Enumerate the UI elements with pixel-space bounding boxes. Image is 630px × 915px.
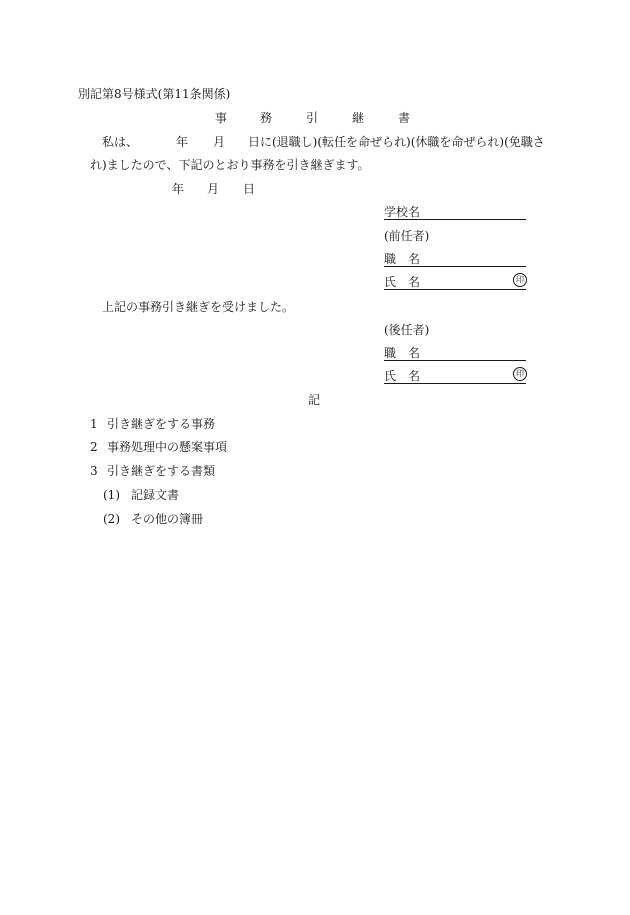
acceptance-text: 上記の事務引き継ぎを受けました。 bbox=[102, 300, 295, 314]
list-item-number: 3 bbox=[90, 464, 98, 478]
form-id: 別記第8号様式(第11条関係) bbox=[78, 87, 231, 101]
body-intro: 私は、 bbox=[102, 135, 139, 149]
body-line-2: れ)ましたので、下記のとおり事務を引き継ぎます。 bbox=[90, 158, 370, 172]
list-item-number: 2 bbox=[90, 440, 98, 454]
list-item: 引き継ぎをする事務 bbox=[107, 417, 216, 431]
title-char: 事 bbox=[215, 111, 228, 125]
name-label: 氏 名 bbox=[384, 275, 421, 289]
body-year: 年 bbox=[176, 135, 189, 149]
successor-name-field[interactable] bbox=[384, 369, 526, 384]
document-title bbox=[0, 111, 630, 125]
name-label: 氏 名 bbox=[384, 369, 421, 383]
body-day-reason: 日に(退職し)(転任を命ぜられ)(休職を命ぜられ)(免職さ bbox=[248, 135, 545, 149]
seal-icon: 印 bbox=[513, 273, 527, 287]
list-item: 引き継ぎをする書類 bbox=[107, 464, 216, 478]
date-month: 月 bbox=[207, 182, 220, 196]
list-item: 事務処理中の懸案事項 bbox=[107, 440, 228, 454]
sub-item-number: (2) bbox=[103, 512, 120, 526]
school-name-field[interactable] bbox=[384, 205, 526, 220]
predecessor-name-field[interactable] bbox=[384, 275, 526, 290]
position-label: 職 名 bbox=[384, 346, 421, 360]
title-char: 書 bbox=[398, 111, 411, 125]
position-label: 職 名 bbox=[384, 252, 421, 266]
seal-icon: 印 bbox=[513, 367, 527, 381]
date-year: 年 bbox=[172, 182, 185, 196]
predecessor-position-field[interactable] bbox=[384, 252, 526, 267]
ki-heading: 記 bbox=[308, 393, 321, 407]
body-month: 月 bbox=[213, 135, 226, 149]
successor-position-field[interactable] bbox=[384, 346, 526, 361]
sub-item: 記録文書 bbox=[131, 488, 180, 502]
school-name-label: 学校名 bbox=[384, 205, 421, 219]
sub-item-number: (1) bbox=[103, 488, 120, 502]
title-char: 継 bbox=[352, 111, 365, 125]
title-char: 引 bbox=[306, 111, 319, 125]
list-item-number: 1 bbox=[90, 417, 98, 431]
sub-item: その他の簿冊 bbox=[131, 512, 204, 526]
successor-label: (後任者) bbox=[384, 323, 430, 337]
predecessor-label: (前任者) bbox=[384, 229, 430, 243]
title-char: 務 bbox=[260, 111, 273, 125]
date-day: 日 bbox=[243, 182, 256, 196]
